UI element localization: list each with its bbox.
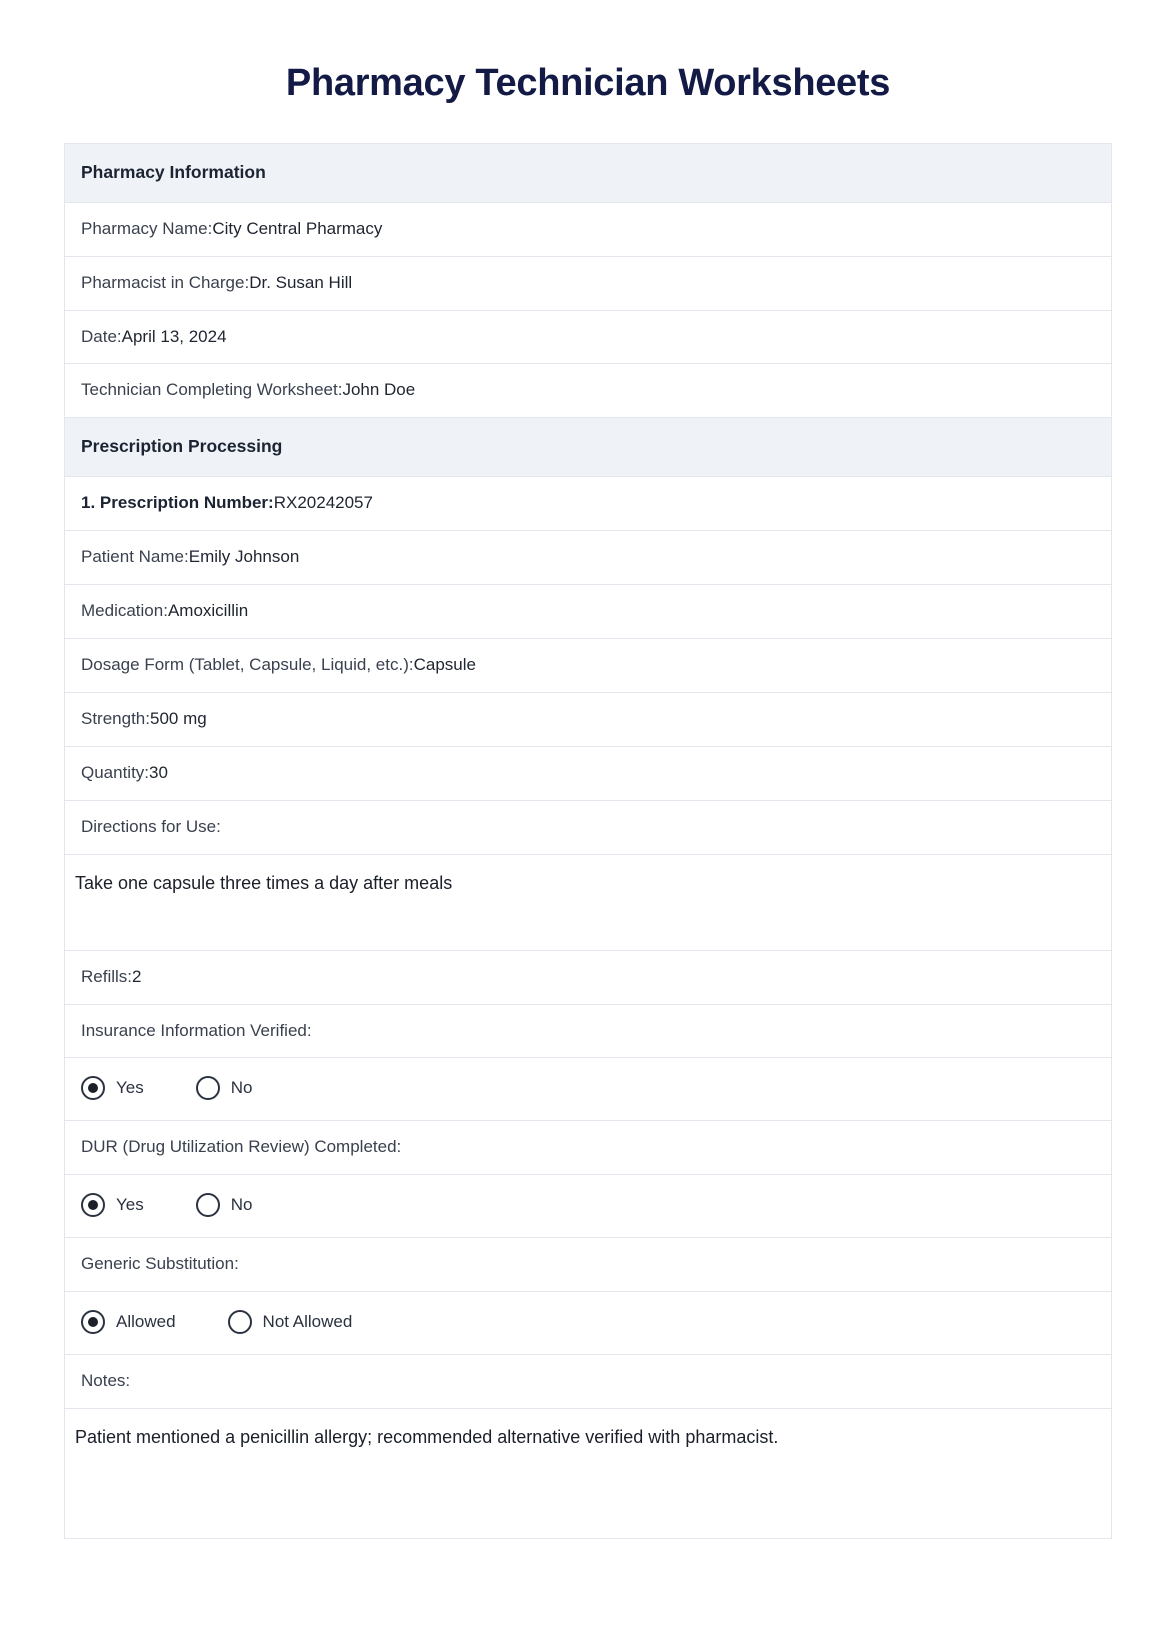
field-quantity (65, 747, 1111, 801)
radio-option-dur-no[interactable] (196, 1193, 253, 1217)
field-label: Refills: (81, 966, 133, 986)
section-header-pharmacy-information: Pharmacy Information (65, 144, 1111, 203)
field-label: Pharmacy Name: (81, 218, 213, 238)
field-directions-value[interactable]: Take one capsule three times a day after meals (65, 855, 1111, 951)
radio-option-generic-allowed[interactable] (81, 1310, 176, 1334)
field-value[interactable]: John Doe (342, 380, 416, 400)
field-value[interactable]: 2 (132, 966, 142, 986)
radio-label: Yes (116, 1194, 144, 1214)
radio-label: Allowed (116, 1311, 176, 1331)
field-label: Strength: (81, 708, 150, 728)
field-label: Quantity: (81, 762, 150, 782)
field-patient-name (65, 531, 1111, 585)
radio-group-dur-completed (65, 1175, 1111, 1238)
field-label: Dosage Form (Tablet, Capsule, Liquid, etc.): (81, 654, 414, 674)
field-label: Technician Completing Worksheet: (81, 380, 343, 400)
field-value[interactable]: City Central Pharmacy (212, 218, 383, 238)
radio-option-generic-not-allowed[interactable] (228, 1310, 353, 1334)
field-dosage-form (65, 639, 1111, 693)
field-value[interactable]: Emily Johnson (188, 546, 300, 566)
section-header-prescription-processing: Prescription Processing (65, 418, 1111, 477)
field-value[interactable]: Capsule (413, 654, 476, 674)
radio-icon[interactable] (81, 1193, 105, 1217)
field-label: Notes: (81, 1371, 131, 1391)
field-value[interactable]: RX20242057 (273, 493, 373, 512)
field-label: Pharmacist in Charge: (81, 272, 250, 292)
field-date (65, 311, 1111, 365)
field-label: Insurance Information Verified: (81, 1020, 312, 1040)
page-title: Pharmacy Technician Worksheets (285, 62, 891, 104)
field-dur-completed-label (65, 1121, 1111, 1175)
field-generic-substitution-label (65, 1238, 1111, 1292)
field-value[interactable]: Amoxicillin (167, 600, 249, 620)
field-label: 1. Prescription Number: (81, 493, 274, 512)
field-pharmacy-name (65, 203, 1111, 257)
radio-icon[interactable] (196, 1193, 220, 1217)
radio-label: No (230, 1194, 253, 1214)
field-notes-label (65, 1355, 1111, 1409)
field-value[interactable]: April 13, 2024 (121, 326, 227, 346)
field-prescription-number (65, 477, 1111, 531)
field-medication (65, 585, 1111, 639)
field-pharmacist-in-charge (65, 257, 1111, 311)
radio-icon[interactable] (81, 1310, 105, 1334)
field-value[interactable]: 30 (149, 762, 168, 782)
radio-group-generic-substitution (65, 1292, 1111, 1355)
field-label: Medication: (81, 600, 168, 620)
field-value[interactable]: Dr. Susan Hill (249, 272, 353, 292)
radio-label: Not Allowed (262, 1311, 353, 1331)
radio-option-insurance-yes[interactable] (81, 1076, 144, 1100)
field-label: Generic Substitution: (81, 1254, 239, 1274)
field-value[interactable]: 500 mg (150, 708, 207, 728)
radio-group-insurance-verified (65, 1058, 1111, 1121)
radio-icon[interactable] (228, 1310, 252, 1334)
radio-icon[interactable] (81, 1076, 105, 1100)
radio-option-insurance-no[interactable] (196, 1076, 253, 1100)
field-insurance-verified-label (65, 1005, 1111, 1059)
field-label: Date: (81, 326, 122, 346)
radio-option-dur-yes[interactable] (81, 1193, 144, 1217)
radio-icon[interactable] (196, 1076, 220, 1100)
field-notes-value[interactable]: Patient mentioned a penicillin allergy; recommended alternative verified with pharmacist. (65, 1409, 1111, 1539)
field-refills (65, 951, 1111, 1005)
radio-label: Yes (116, 1077, 144, 1097)
field-label: DUR (Drug Utilization Review) Completed: (81, 1137, 402, 1157)
field-label: Directions for Use: (81, 816, 221, 836)
field-technician-completing-worksheet (65, 364, 1111, 418)
field-strength (65, 693, 1111, 747)
field-directions-label (65, 801, 1111, 855)
field-label: Patient Name: (81, 546, 189, 566)
radio-label: No (230, 1077, 253, 1097)
worksheet-table (64, 143, 1112, 1539)
